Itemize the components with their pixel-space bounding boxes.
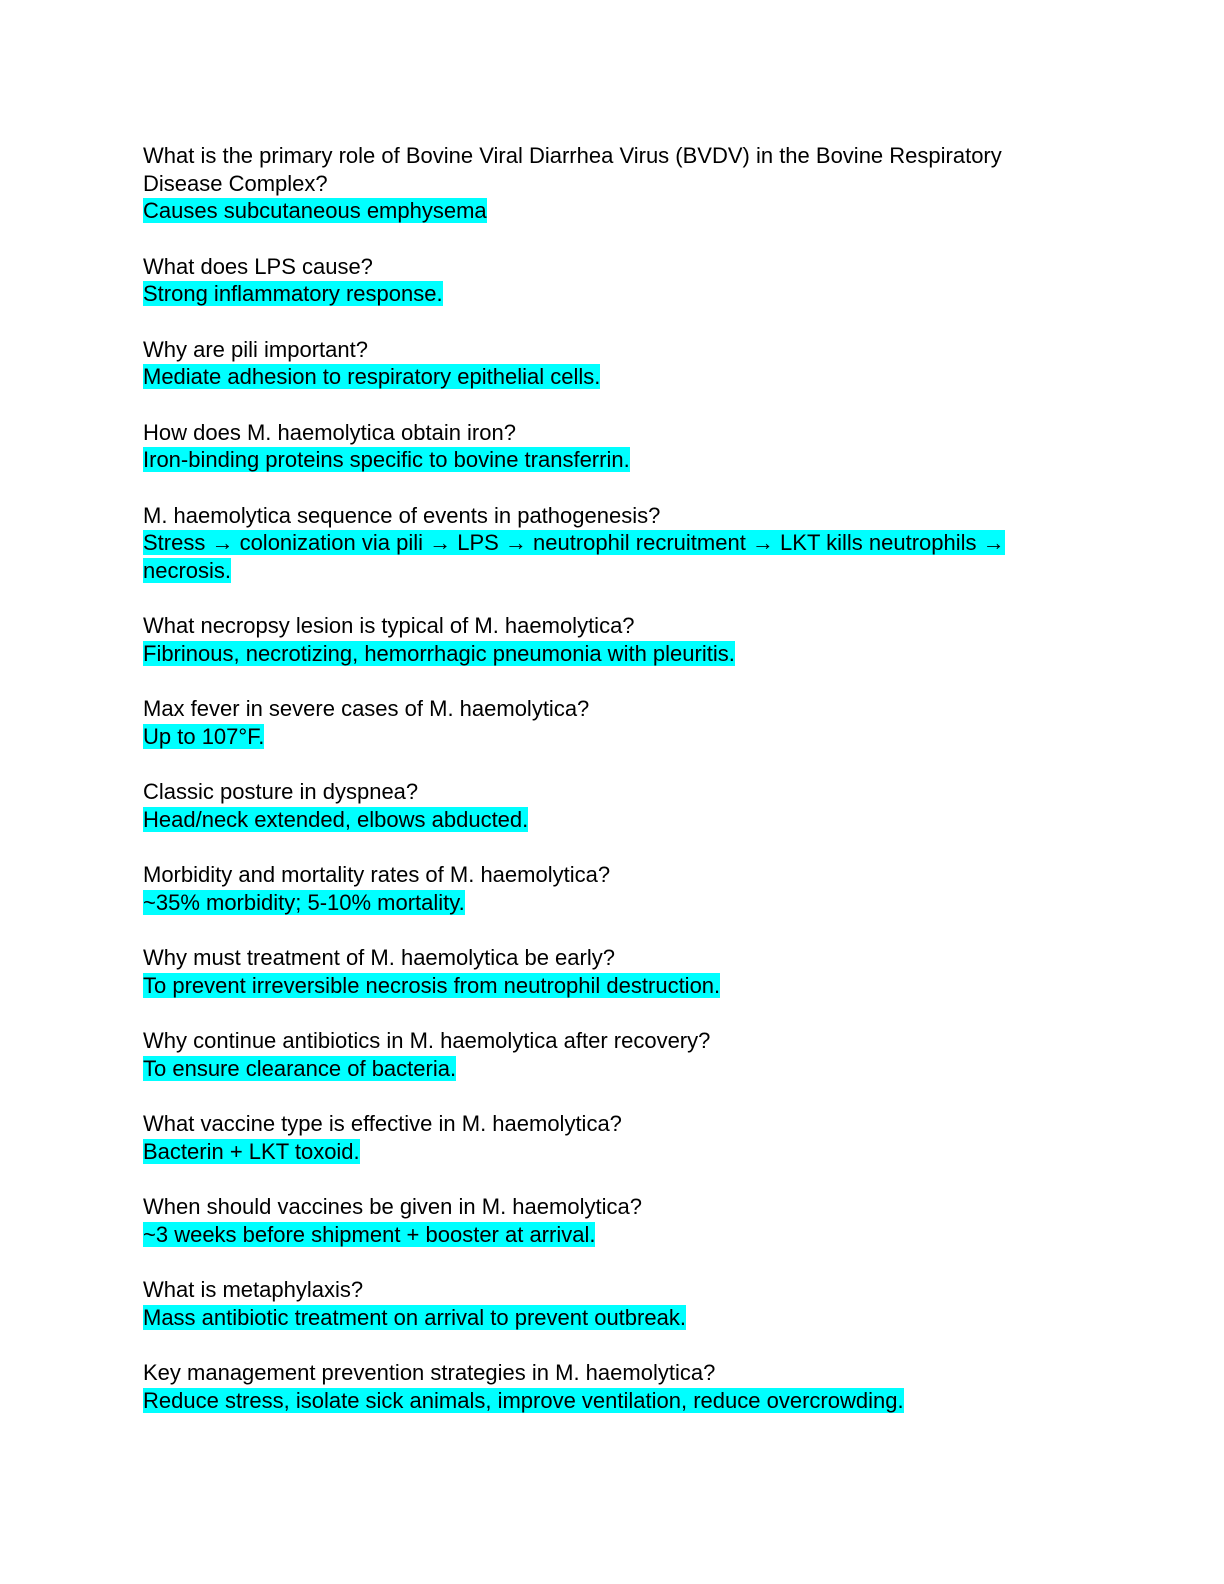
qa-item (143, 1276, 1063, 1331)
highlighted-answer: Strong inflammatory response. (143, 281, 443, 306)
highlighted-answer: Bacterin + LKT toxoid. (143, 1138, 360, 1164)
question-text: When should vaccines be given in M. haemolytica? (143, 1194, 642, 1219)
question-text: What is metaphylaxis? (143, 1277, 364, 1302)
highlighted-answer: To prevent irreversible necrosis from neutrophil destruction. (143, 972, 721, 998)
question-text: What necropsy lesion is typical of M. haemolytica? (143, 613, 635, 638)
highlighted-answer: To ensure clearance of bacteria. (143, 1055, 457, 1081)
highlighted-answer: Head/neck extended, elbows abducted. (143, 806, 529, 832)
question-text: Why continue antibiotics in M. haemolytica after recovery? (143, 1028, 711, 1053)
question-text: Key management prevention strategies in M. haemolytica? (143, 1360, 716, 1385)
highlighted-answer: Reduce stress, isolate sick animals, improve ventilation, reduce overcrowding. (143, 1387, 904, 1413)
qa-item (143, 1027, 1063, 1082)
qa-item (143, 612, 1063, 667)
qa-item (143, 861, 1063, 916)
question-text: Classic posture in dyspnea? (143, 779, 419, 804)
qa-item (143, 1193, 1063, 1248)
highlighted-answer: Up to 107°F. (143, 723, 265, 749)
highlighted-answer: Iron-binding proteins specific to bovine transferrin. (143, 447, 630, 472)
qa-item (143, 502, 1063, 585)
highlighted-answer: Stress → colonization via pili → LPS → neutrophil recruitment → LKT kills neutrophils → necrosis. (143, 530, 1005, 583)
qa-item (143, 419, 1063, 474)
qa-item (143, 1110, 1063, 1165)
qa-item (143, 336, 1063, 391)
qa-item (143, 142, 1063, 225)
qa-item (143, 1359, 1063, 1414)
highlighted-answer: Mediate adhesion to respiratory epithelial cells. (143, 364, 601, 389)
qa-item (143, 695, 1063, 750)
highlighted-answer: Causes subcutaneous emphysema (143, 198, 487, 223)
highlighted-answer: Fibrinous, necrotizing, hemorrhagic pneumonia with pleuritis. (143, 640, 735, 666)
question-text: Max fever in severe cases of M. haemolytica? (143, 696, 590, 721)
question-text: How does M. haemolytica obtain iron? (143, 419, 516, 445)
document-page (143, 142, 1063, 1442)
question-text: Morbidity and mortality rates of M. haemolytica? (143, 862, 611, 887)
question-text: What vaccine type is effective in M. haemolytica? (143, 1111, 622, 1136)
qa-item (143, 778, 1063, 833)
question-text: Why are pili important? (143, 336, 368, 362)
question-text: What is the primary role of Bovine Viral Diarrhea Virus (BVDV) in the Bovine Respiratory Disease Complex? (143, 143, 1002, 196)
qa-item (143, 944, 1063, 999)
highlighted-answer: ~35% morbidity; 5-10% mortality. (143, 889, 465, 915)
qa-item (143, 253, 1063, 308)
question-text: What does LPS cause? (143, 253, 373, 279)
question-text: Why must treatment of M. haemolytica be early? (143, 945, 615, 970)
question-text: M. haemolytica sequence of events in pathogenesis? (143, 502, 661, 528)
highlighted-answer: Mass antibiotic treatment on arrival to prevent outbreak. (143, 1304, 686, 1330)
highlighted-answer: ~3 weeks before shipment + booster at arrival. (143, 1221, 596, 1247)
